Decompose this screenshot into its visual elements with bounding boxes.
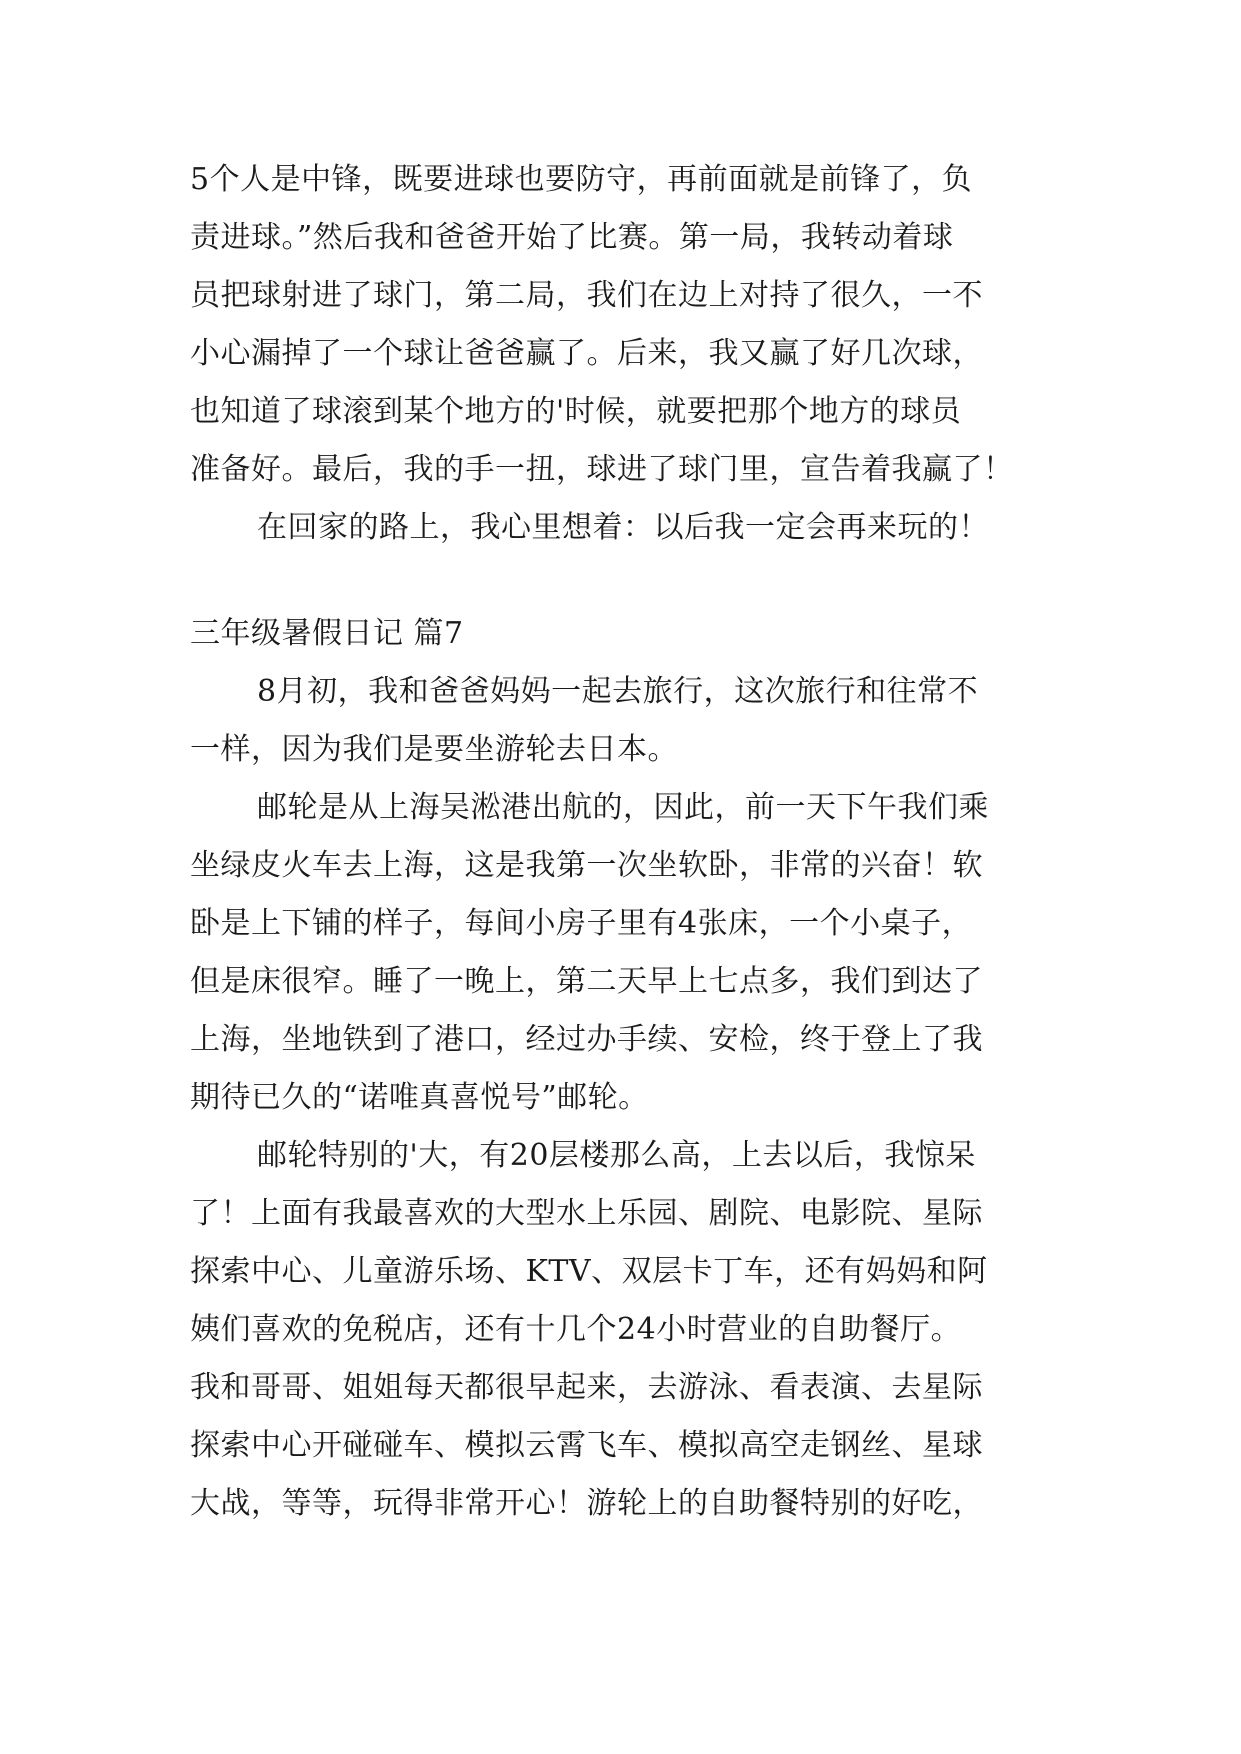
text-line: 准备好。最后，我的手一扭，球进了球门里，宣告着我赢了！ [190, 452, 1014, 487]
text-line: 我和哥哥、姐姐每天都很早起来，去游泳、看表演、去星际 [190, 1370, 983, 1405]
paragraph-4 [190, 788, 1070, 1118]
document-page [190, 160, 1070, 1542]
text-line: 邮轮是从上海吴淞港出航的，因此，前一天下午我们乘 [257, 790, 989, 825]
text-line: 但是床很窄。睡了一晚上，第二天早上七点多，我们到达了 [190, 964, 983, 999]
text-line: 小心漏掉了一个球让爸爸赢了。后来，我又赢了好几次球， [190, 336, 983, 371]
text-line: 一样，因为我们是要坐游轮去日本。 [190, 732, 678, 767]
text-line: 探索中心、儿童游乐场、KTV、双层卡丁车，还有妈妈和阿 [190, 1254, 988, 1289]
text-line: 期待已久的“诺唯真喜悦号”邮轮。 [190, 1080, 649, 1115]
text-line: 探索中心开碰碰车、模拟云霄飞车、模拟高空走钢丝、星球 [190, 1428, 983, 1463]
text-line: 责进球。”然后我和爸爸开始了比赛。第一局，我转动着球 [190, 220, 954, 255]
text-line: 了！上面有我最喜欢的大型水上乐园、剧院、电影院、星际 [190, 1196, 983, 1231]
text-line: 在回家的路上，我心里想着：以后我一定会再来玩的！ [257, 510, 989, 545]
text-line: 邮轮特别的'大，有20层楼那么高，上去以后，我惊呆 [257, 1138, 976, 1173]
text-line: 8月初，我和爸爸妈妈一起去旅行，这次旅行和往常不 [257, 674, 979, 709]
text-line: 也知道了球滚到某个地方的'时候，就要把那个地方的球员 [190, 394, 962, 429]
text-line: 坐绿皮火车去上海，这是我第一次坐软卧，非常的兴奋！软 [190, 848, 983, 883]
text-line: 姨们喜欢的免税店，还有十几个24小时营业的自助餐厅。 [190, 1312, 962, 1347]
text-line: 大战，等等，玩得非常开心！游轮上的自助餐特别的好吃， [190, 1486, 983, 1521]
paragraph-1 [190, 160, 1070, 490]
text-line: 5个人是中锋，既要进球也要防守，再前面就是前锋了，负 [190, 162, 973, 197]
section-gap [190, 566, 1070, 614]
paragraph-2 [190, 508, 1070, 548]
paragraph-3 [190, 672, 1070, 770]
text-line: 卧是上下铺的样子，每间小房子里有4张床，一个小桌子， [190, 906, 973, 941]
section-title: 三年级暑假日记 篇7 [190, 616, 464, 651]
text-line: 员把球射进了球门，第二局，我们在边上对持了很久，一不 [190, 278, 983, 313]
text-line: 上海，坐地铁到了港口，经过办手续、安检，终于登上了我 [190, 1022, 983, 1057]
paragraph-5 [190, 1136, 1070, 1524]
